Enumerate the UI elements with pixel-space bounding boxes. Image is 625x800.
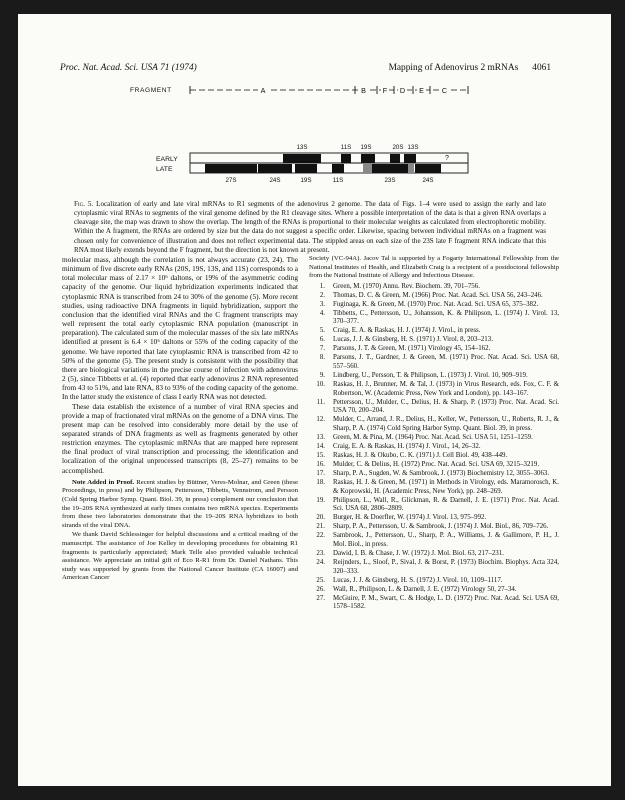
reference-item [309, 452, 559, 461]
early-rna-bar [283, 154, 321, 163]
late-segment-label: 24S [269, 177, 281, 184]
reference-text: Fuginaga, K. & Green, M. (1970) Proc. Nat. Acad. Sci. USA 65, 375–382. [333, 300, 539, 308]
reference-item [309, 327, 559, 336]
early-segment-label: 13S [296, 144, 308, 151]
reference-text: Parsons, J. T. & Green, M. (1971) Virology 45, 154–162. [333, 345, 491, 353]
early-rna-bar [341, 154, 351, 163]
late-rna-bar [332, 164, 344, 173]
reference-item [309, 283, 559, 292]
fragment-row-label: FRAGMENT [130, 87, 172, 94]
reference-number: 25. [316, 576, 325, 584]
reference-item [309, 523, 559, 532]
reference-number: 20. [316, 514, 325, 522]
reference-text: Dawid, I. B. & Chase, J. W. (1972) J. Mol. Biol. 63, 217–231. [333, 549, 504, 557]
caption-text: Localization of early and late viral mRNAs to R1 segments of the adenovirus 2 genome. The data of Figs. 1–4 were used to assign the early and late cytoplasmic viral RNAs to segments of the viral genome defined by the R1 cleavage sites. Where a possible interpretation of the data is that a given RNA overlaps a cleavage site, the map was drawn to show the overlap. The length of the RNAs is proportional to their molecular weights as calculated from electrophoretic mobility. Within the A fragment, the RNAs are ordered by size but the data do not suggest a specific order. Likewise, spacing between individual mRNAs on a fragment was chosen only for convenience of illustration and does not reflect experimental data. The stippled areas on each size of the 23S late F fragment RNA indicate that this RNA most likely extends beyond the F fragment, but the direction is not known at present. [74, 200, 546, 254]
reference-item [309, 381, 559, 399]
reference-text: Burger, H. & Doerfler, W. (1974) J. Virol. 13, 975–992. [333, 514, 487, 522]
reference-list [309, 283, 559, 613]
reference-item [309, 470, 559, 479]
late-segment-label: 27S [225, 177, 237, 184]
note-heading: Note Added in Proof. [72, 478, 135, 486]
reference-item [309, 479, 559, 497]
reference-number: 7. [319, 345, 325, 353]
reference-number: 23. [316, 549, 325, 557]
late-segment-label: 24S [422, 177, 434, 184]
journal-citation: Proc. Nat. Acad. Sci. USA 71 (1974) [60, 63, 197, 73]
early-segment-label: 20S [392, 144, 404, 151]
late-segment-label: 23S [384, 177, 396, 184]
left-column [62, 255, 298, 584]
reference-item [309, 345, 559, 354]
late-rna-bar [372, 164, 408, 173]
early-rna-bar [361, 154, 375, 163]
reference-item [309, 399, 559, 417]
reference-number: 12. [316, 416, 325, 424]
reference-text: Pettersson, U., Mulder, C., Delius, H. & Sharp, P. (1973) Proc. Nat. Acad. Sci. USA 70, 200–204. [333, 398, 559, 415]
reference-item [309, 372, 559, 381]
reference-text: Craig, E. A. & Raskas, H. J. (1974) J. Virol., in press. [333, 327, 481, 335]
reference-text: Lucas, J. J. & Ginsberg, H. S. (1971) J. Virol. 8, 203–213. [333, 336, 493, 344]
running-title: Mapping of Adenovirus 2 mRNAs [388, 63, 519, 73]
reference-number: 24. [316, 558, 325, 566]
reference-item [309, 301, 559, 310]
reference-number: 13. [316, 434, 325, 442]
reference-item [309, 550, 559, 559]
fragment-label: A [260, 86, 266, 95]
reference-item [309, 292, 559, 301]
reference-item [309, 310, 559, 328]
reference-item [309, 532, 559, 550]
reference-text: Lucas, J. J. & Ginsberg, H. S. (1972) J. Virol. 10, 1109–1117. [333, 576, 503, 584]
reference-item [309, 497, 559, 515]
genome-map-figure [18, 14, 611, 199]
stippled-area [408, 164, 414, 173]
reference-text: Raskas, H. J. & Okubo, C. K. (1971) J. Cell Biol. 49, 438–449. [333, 452, 508, 459]
reference-number: 15. [316, 452, 325, 459]
reference-text: Green, M. (1970) Annu. Rev. Biochem. 39, 701–756. [333, 282, 480, 290]
reference-text: Craig, E. A. & Raskas, H. (1974) J. Virol., 14, 26–32. [333, 443, 481, 451]
reference-item [309, 586, 559, 595]
note-text: Recent studies by Büttner, Veres-Molnar, and Green (these Proceedings, in press) and by Philipson, Pettersson, Tibbetts, Vennstrom, and Persson (Cold Spring Harbor Symp. Quant. Biol. 39, in press) complement our conclusion that the 19–20S RNA synthesized at early times contains two mRNA species. Experiments from these two laboratories demonstrate that the 19–20S RNA hybridizes to both strands of the viral DNA. [62, 478, 298, 529]
late-rna-bar [258, 164, 292, 173]
late-segment-label: 19S [300, 177, 312, 184]
reference-item [309, 577, 559, 586]
reference-item [309, 595, 559, 613]
reference-text: Philipson, L., Wall, R., Glickman, R. & Darnell, J. E. (1971) Proc. Nat. Acad. Sci. USA 68, 2806–2809. [333, 496, 559, 513]
ack-continuation: Society (VC-94A). Jacov Tal is supported by a Fogarty International Fellowship from the National Institutes of Health, and Elizabeth Craig is a recipient of a postdoctoral fellowship from the National Institute of Allergy and Infectious Disease. [309, 255, 559, 280]
reference-number: 10. [316, 380, 325, 388]
reference-number: 26. [316, 585, 325, 593]
reference-text: Green, M. & Pina, M. (1964) Proc. Nat. Acad. Sci. USA 51, 1251–1259. [333, 434, 533, 442]
reference-item [309, 559, 559, 577]
reference-text: Tibbetts, C., Pettersson, U., Johansson, K. & Philipson, L. (1974) J. Virol. 13, 370–377. [333, 309, 559, 326]
right-column [309, 255, 559, 612]
reference-item [309, 461, 559, 470]
reference-item [309, 434, 559, 443]
reference-text: Wall, R., Philipson, L. & Darnell, J. E. (1972) Virology 50, 27–34. [333, 585, 517, 593]
paper-page [18, 14, 611, 786]
late-rna-bar [205, 164, 257, 173]
reference-text: Mulder, C., Arrand, J. R., Delius, H., Keller, W., Pettersson, U., Roberts, R. J., & Sharp, P. A. (1974) Cold Spring Harbor Symp. Quant. Biol. 39, in press. [333, 416, 559, 433]
figure-caption [74, 200, 546, 255]
body-paragraph: These data establish the existence of a number of viral RNA species and provide a map of fractionated viral mRNAs on the genome of a DNA virus. The present map can be resolved into considerably more detail by the use of separated strands of DNA fragments as well as fragments generated by other restriction enzymes. The cytoplasmic mRNAs that are mapped here represent the final product of viral transcription and processing; the identification and localization of the original unprocessed transcripts (8, 25–27) remains to be accomplished. [62, 401, 298, 475]
reference-number: 18. [316, 478, 325, 486]
late-rna-bar [295, 164, 317, 173]
reference-text: Sambrook, J., Pettersson, U., Sharp, P. A., Williams, J. & Gallimore, P. H., J. Mol. Biol., in press. [333, 532, 559, 549]
reference-item [309, 416, 559, 434]
fragment-label: F [382, 86, 388, 95]
reference-number: 21. [316, 523, 325, 531]
reference-number: 9. [319, 371, 325, 379]
reference-text: Parsons, J. T., Gardner, J. & Green, M. (1971) Proc. Nat. Acad. Sci. USA 68, 557–560. [333, 354, 559, 370]
reference-number: 3. [319, 300, 325, 308]
body-paragraph: molecular mass, although the correlation is not always accurate (23, 24). The minimum of five discrete early RNAs (20S, 19S, 13S, and 11S) corresponds to a total molecular mass of 2.17 × 10⁶ daltons, or 19% of the asymmetric coding capacity of the genome. Our liquid hybridization experiments indicated that cytoplasmic RNA is transcribed from 24 to 30% of the genome (5). More recent studies, using radioactive DNA fragments in liquid hybridization, support the conclusion that the identified viral RNAs and the C fragment transcripts may well represent the total early cytoplasmic RNA population (manuscript in preparation). The calculated sum of the molecular masses of the six late mRNAs identified at present is 6.4 × 10⁶ daltons or 55% of the coding capacity of the genome. We have reported that late cytoplasmic RNA is transcribed from 42 to 50% of the genome (5). The present study is consistent with the possibility that there are biological variations in the precise course of infection with adenovirus 2 (5), since Tibbetts et al. (4) reported that early adenovirus 2 RNA represented from 43 to 51%, and late RNA, 83 to 93% of the coding capacity of the genome. In the latter study the existence of class I early RNA was not detected. [62, 255, 298, 402]
reference-number: 14. [316, 443, 325, 451]
reference-item [309, 443, 559, 452]
early-rna-bar [404, 154, 416, 163]
reference-text: Sharp, P. A., Sugden, W. & Sambrook, J. (1973) Biochemistry 12, 3055–3063. [333, 469, 550, 477]
reference-number: 22. [316, 532, 325, 540]
reference-text: Sharp, P. A., Pettersson, U. & Sambrook, J. (1974) J. Mol. Biol., 86, 709–726. [333, 523, 549, 531]
early-segment-label: 19S [360, 144, 372, 151]
late-rna-bar [415, 164, 441, 173]
late-row-label: LATE [156, 166, 173, 173]
stippled-area [363, 164, 372, 173]
acknowledgments-continued [309, 255, 559, 281]
reference-text: Raskas, H. J. & Green, M. (1971) in Methods in Virology, eds. Maramorosch, K. & Koprowski, H. (Academic Press, New York), pp. 248–269. [333, 478, 559, 495]
reference-number: 19. [316, 496, 325, 504]
early-segment-label: 11S [340, 144, 352, 151]
early-rna-bar [390, 154, 400, 163]
reference-number: 11. [316, 398, 325, 406]
reference-number: 4. [319, 309, 325, 317]
page-number: 4061 [532, 63, 551, 73]
fragment-label: E [419, 86, 424, 95]
reference-text: Raskas, H. J., Brunner, M. & Tal, J. (1973) in Virus Research, eds. Fox, C. F. & Robertson, W. (Academic Press, New York and London), pp. 143–167. [333, 380, 559, 397]
reference-text: Mulder, C. & Delius, H. (1972) Proc. Nat. Acad. Sci. USA 69, 3215–3219. [333, 460, 540, 468]
reference-number: 5. [319, 327, 325, 335]
reference-text: Lindberg, U., Persson, T. & Philipson, L. (1973) J. Virol. 10, 909–919. [333, 371, 528, 379]
reference-item [309, 336, 559, 345]
reference-item [309, 514, 559, 523]
unknown-segment-mark: ? [445, 155, 449, 162]
reference-number: 2. [319, 291, 325, 299]
early-segment-label: 13S [407, 144, 419, 151]
reference-number: 17. [316, 469, 325, 477]
early-row-label: EARLY [156, 156, 178, 163]
note-added-in-proof [62, 479, 298, 583]
acknowledgments: We thank David Schlessinger for helpful discussions and a critical reading of the manuscript. The assistance of Joe Kelley in developing procedures for obtaining R1 fragments is particularly appreciated; Mark Telle also provided valuable technical assistance. We appreciate an initial gift of Eco R-R1 from Dr. Daniel Nathans. This study was supported by grants from the National Cancer Institute (CA 16007) and American Cancer [62, 531, 298, 582]
reference-number: 27. [316, 594, 325, 602]
reference-text: McGuire, P. M., Swart, C. & Hodge, L. D. (1972) Proc. Nat. Acad. Sci. USA 69, 1578–1582. [333, 594, 559, 611]
fragment-label: B [361, 86, 366, 95]
reference-text: Reijnders, L., Sloof, P., Sival, J. & Borst, P. (1973) Biochim. Biophys. Acta 324, 320–333. [333, 558, 559, 575]
fragment-label: D [399, 86, 406, 95]
fragment-label: C [441, 86, 448, 95]
reference-number: 6. [319, 336, 325, 344]
reference-text: Thomas, D. C. & Green, M. (1966) Proc. Nat. Acad. Sci. USA 56, 243–246. [333, 291, 543, 299]
reference-number: 8. [319, 354, 325, 362]
reference-number: 16. [316, 460, 325, 468]
late-segment-label: 11S [332, 177, 344, 184]
reference-number: 1. [319, 282, 325, 290]
reference-item [309, 354, 559, 372]
figure-label: Fig. 5. [74, 200, 94, 208]
